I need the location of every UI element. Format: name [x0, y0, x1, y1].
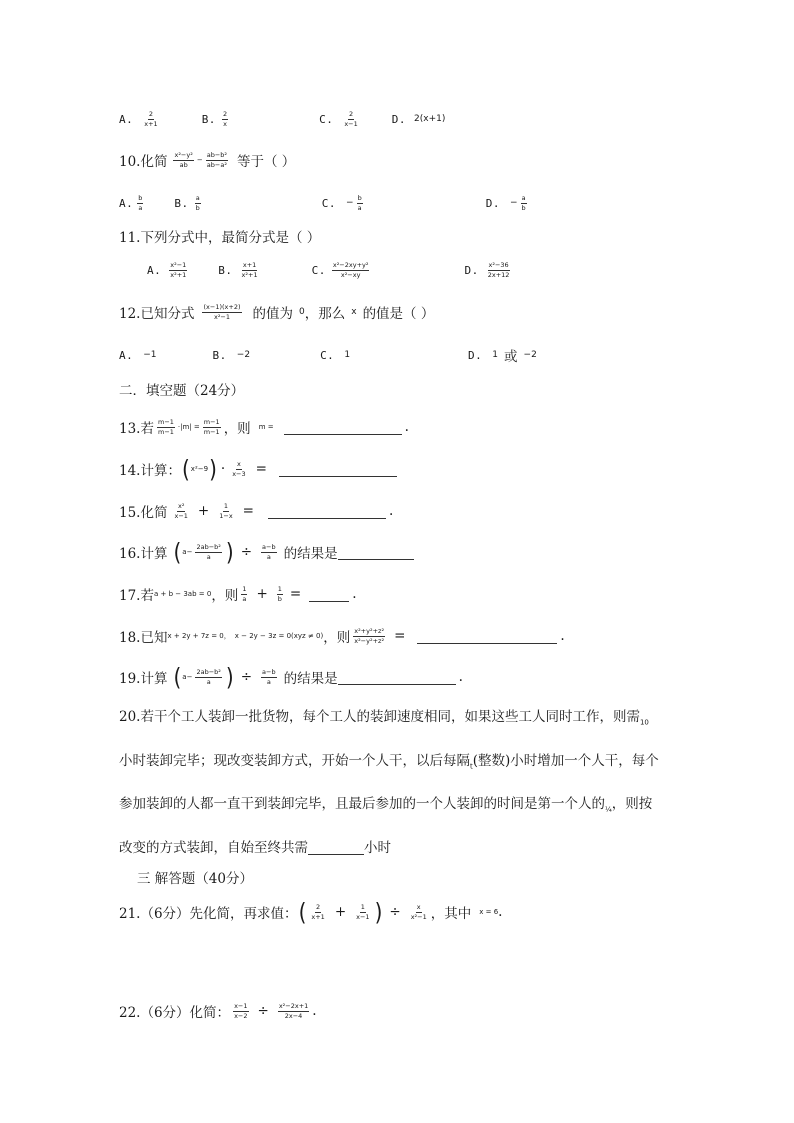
q10-option-c-sign: −	[346, 198, 354, 208]
q10-option-c-fraction: $\frac{b}{a}$	[357, 194, 362, 212]
q10-option-d-fraction: $\frac{a}{b}$	[521, 194, 526, 212]
q11-options	[147, 258, 513, 282]
q10-fraction-2: $\frac{\text{ab−b²}}{\text{ab−a²}}$	[206, 151, 228, 169]
q9-option-b-fraction: $\frac{2}{x}$	[222, 110, 228, 128]
q17	[119, 582, 357, 606]
q9-option-b-label: B.	[201, 112, 216, 126]
q14-label: 14.计算：	[119, 463, 181, 479]
q21-fraction-2: $\frac{1}{x-1}$	[356, 903, 370, 921]
q12-option-c-value: 1	[344, 350, 351, 360]
q10-option-a-fraction: $\frac{b}{a}$	[138, 194, 143, 212]
q17-condition: a + b − 3ab = 0	[153, 590, 212, 598]
q12-option-d-value-2: −2	[523, 350, 537, 360]
q12-option-a-value: −1	[143, 350, 157, 360]
q17-eq: =	[289, 586, 302, 602]
q10-fraction-1: $\frac{\text{x²−y²}}{ab}$	[174, 151, 193, 169]
q15-fraction-2: $\frac{1}{1-x}$	[219, 502, 233, 520]
q11-stem: 11.下列分式中，最简分式是（ ）	[119, 230, 321, 246]
q10-option-c-label: C.	[321, 196, 337, 210]
q12-stem	[119, 300, 434, 324]
q11-option-a-fraction: $\frac{\text{x²−1}}{\text{x²+1}}$	[170, 261, 187, 279]
q17-plus: +	[256, 586, 268, 602]
q9-option-c-label: C.	[319, 112, 334, 126]
q19-inner-fraction: $\frac{\text{2ab−b²}}{a}$	[196, 668, 221, 686]
q9-option-d-expr: 2(x+1)	[414, 114, 446, 124]
q16-inner-a: a	[182, 548, 187, 556]
q9-option-c-fraction: $\frac{2}{x-1}$	[344, 110, 358, 128]
q19-div: ÷	[240, 669, 253, 685]
q22-div: ÷	[257, 1003, 269, 1019]
q21-fraction-3: $\frac{x}{\text{x²−1}}$	[410, 903, 427, 921]
q13-var: m =	[258, 423, 274, 431]
q16-fraction: $\frac{a-b}{a}$	[262, 543, 276, 561]
q11-option-b-label: B.	[218, 263, 233, 277]
q11-option-a-label: A.	[147, 263, 162, 277]
q9-option-a-label: A.	[119, 112, 134, 126]
q15	[119, 499, 393, 523]
q20-answer-blank[interactable]	[308, 840, 364, 855]
q10-label: 10.化简	[119, 154, 168, 170]
q19-answer-blank[interactable]	[338, 670, 456, 685]
q18-mid: ，则	[323, 630, 351, 646]
q14-eq: =	[255, 461, 267, 477]
q10-option-d-sign: −	[509, 198, 518, 208]
q20-line-2: 小时装卸完毕；现改变装卸方式，开始一个人干，以后每隔$_t$(整数)小时增加一个人干，每个	[119, 752, 659, 771]
q10-option-b-label: B.	[174, 196, 189, 210]
q16-div: ÷	[240, 544, 253, 560]
q11-option-b-fraction: $\frac{x+1}{\text{x²+1}}$	[241, 261, 258, 279]
q20-line-3: 参加装卸的人都一直干到装卸完毕，且最后参加的一个人装卸的时间是第一个人的$_{\frac{1}{4}}$，则按	[119, 796, 653, 815]
q15-eq: =	[242, 503, 254, 519]
q16-label: 16.计算	[119, 546, 168, 562]
q11-option-c-label: C.	[311, 263, 326, 277]
q17-label: 17.若	[119, 588, 154, 604]
q12-option-c-label: C.	[320, 348, 335, 362]
q22-fraction-2: $\frac{\text{x²−2x+1}}{2x-4}$	[278, 1002, 309, 1020]
q13-fraction-2: $\frac{m-1}{m-1}$	[203, 418, 220, 436]
q11-option-d-label: D.	[464, 263, 479, 277]
q18-answer-blank[interactable]	[417, 629, 557, 644]
q20-line-1: 20.若干个工人装卸一批货物，每个工人的装卸速度相同，如果这些工人同时工作，则需$_{10}$	[119, 709, 649, 727]
q22	[119, 999, 317, 1023]
q14: 14.计算： ( x²−9 ) · $\frac{x}{x-3}$ =	[119, 457, 400, 481]
q18	[119, 624, 565, 648]
q19-fraction: $\frac{a-b}{a}$	[262, 668, 276, 686]
q21-label: 21.（6分）先化简，再求值：	[119, 906, 298, 922]
q12-label: 12.已知分式	[119, 306, 195, 322]
q18-eq: =	[394, 628, 406, 644]
q18-condition-2: x − 2y − 3z = 0(xyz ≠ 0)	[234, 632, 324, 640]
q12-option-d-or: 或	[504, 349, 518, 365]
q15-fraction-1: $\frac{\text{x²}}{x-1}$	[174, 502, 188, 520]
q18-condition-1: x + 2y + 7z = 0，	[167, 632, 231, 640]
q15-label: 15.化简	[119, 505, 168, 521]
q17-mid: ，则	[211, 588, 239, 604]
q12-var: x	[351, 307, 357, 317]
q14-answer-blank[interactable]	[279, 462, 397, 477]
q13-label: 13.若	[119, 421, 154, 437]
q19-end: .	[458, 669, 463, 685]
q10-option-d-label: D.	[485, 196, 500, 210]
q16-inner-fraction: $\frac{\text{2ab−b²}}{a}$	[196, 543, 221, 561]
q19: 19.计算 ( a − $\frac{\text{2ab−b²}}{a}$ ) ÷ $\frac{a-b}{a}$ 的结果是 .	[119, 662, 463, 692]
q12-mid: 的值为	[252, 306, 293, 322]
q22-label: 22.（6分）化简：	[119, 1005, 231, 1021]
q16-answer-blank[interactable]	[338, 545, 414, 560]
q21-condition: x = 6	[479, 908, 499, 916]
q15-answer-blank[interactable]	[268, 504, 386, 519]
q12-option-d-label: D.	[468, 348, 483, 362]
q11-option-d-fraction: $\frac{\text{x²−36}}{2x+12}$	[487, 261, 510, 279]
q12-option-d-value-1: 1	[492, 350, 499, 360]
q21-fraction-1: $\frac{2}{x+1}$	[311, 903, 325, 921]
q17-fraction-2: $\frac{1}{b}$	[277, 585, 282, 603]
q13-end: .	[404, 419, 409, 435]
q17-end: .	[352, 586, 357, 602]
q17-answer-blank[interactable]	[309, 587, 349, 602]
q20-line-4: 改变的方式装卸，自始至终共需 小时	[119, 840, 391, 857]
q13-answer-blank[interactable]	[284, 420, 402, 435]
q19-tail: 的结果是	[283, 671, 338, 687]
q21-div: ÷	[389, 904, 401, 920]
q10-options	[119, 191, 530, 215]
q20	[119, 698, 679, 867]
section-2-heading: 二．填空题（24分）	[119, 383, 245, 399]
section-3-heading: 三 解答题（40分）	[137, 871, 253, 887]
q16: 16.计算 ( a − $\frac{\text{2ab−b²}}{a}$ ) ÷ $\frac{a-b}{a}$ 的结果是	[119, 540, 417, 564]
q9-option-a-fraction: $\frac{2}{x+1}$	[144, 110, 158, 128]
q21-tail: ，其中	[430, 906, 472, 922]
q18-end: .	[560, 628, 565, 644]
q12-fraction: $\frac{(x-1)(x+2)}{\text{x²−1}}$	[203, 303, 241, 321]
q19-label: 19.计算	[119, 671, 168, 687]
q21: 21.（6分）先化简，再求值： ( $\frac{2}{x+1}$ + $\frac{1}{x-1}$ ) ÷ $\frac{x}{\text{x²−1}}$ ，其中 x = 6 .	[119, 897, 503, 927]
q10-option-a-label: A.	[119, 196, 134, 210]
q9-option-d-label: D.	[391, 112, 407, 126]
q12-option-b-label: B.	[212, 348, 227, 362]
q10-stem: 10.化简 $\frac{\text{x²−y²}}{ab}$ − $\frac{\text{ab−b²}}{\text{ab−a²}}$ 等于（ ）	[119, 151, 296, 170]
q10-tail: 等于（ ）	[237, 154, 296, 170]
q16-tail: 的结果是	[283, 546, 338, 562]
q12-options	[119, 343, 537, 367]
q15-end: .	[388, 503, 394, 519]
q10-option-b-fraction: $\frac{a}{b}$	[195, 194, 200, 212]
q14-fraction: $\frac{x}{x-3}$	[232, 460, 246, 478]
q13-tail: ，则	[223, 421, 251, 437]
q12-option-b-value: −2	[236, 350, 251, 360]
q9-options	[119, 107, 445, 131]
q13-fraction-1: $\frac{m-1}{m-1}$	[157, 418, 174, 436]
q15-plus: +	[197, 503, 210, 519]
q22-end: .	[312, 1003, 317, 1019]
q21-end: .	[498, 904, 503, 920]
q22-fraction-1: $\frac{x-1}{x-2}$	[234, 1002, 248, 1020]
q14-expr: x²−9	[190, 465, 209, 473]
q19-inner-a: a	[182, 673, 187, 681]
q11-option-c-fraction: $\frac{\text{x²−2xy+y²}}{\text{x²−xy}}$	[332, 261, 369, 279]
q12-option-a-label: A.	[119, 348, 134, 362]
q12-tail: 的值是（ ）	[362, 306, 435, 322]
q18-fraction: $\frac{\text{x²+y²+z²}}{\text{x²−y²+z²}}$	[354, 627, 385, 645]
q21-plus: +	[334, 904, 347, 920]
q13	[119, 415, 409, 439]
q12-mid2: ，那么	[304, 306, 346, 322]
q18-label: 18.已知	[119, 630, 168, 646]
q12-zero: 0	[299, 307, 305, 317]
q14-dot: ·	[220, 461, 226, 477]
q17-fraction-1: $\frac{1}{a}$	[242, 585, 247, 603]
q13-mid: ·|m| =	[177, 423, 200, 431]
